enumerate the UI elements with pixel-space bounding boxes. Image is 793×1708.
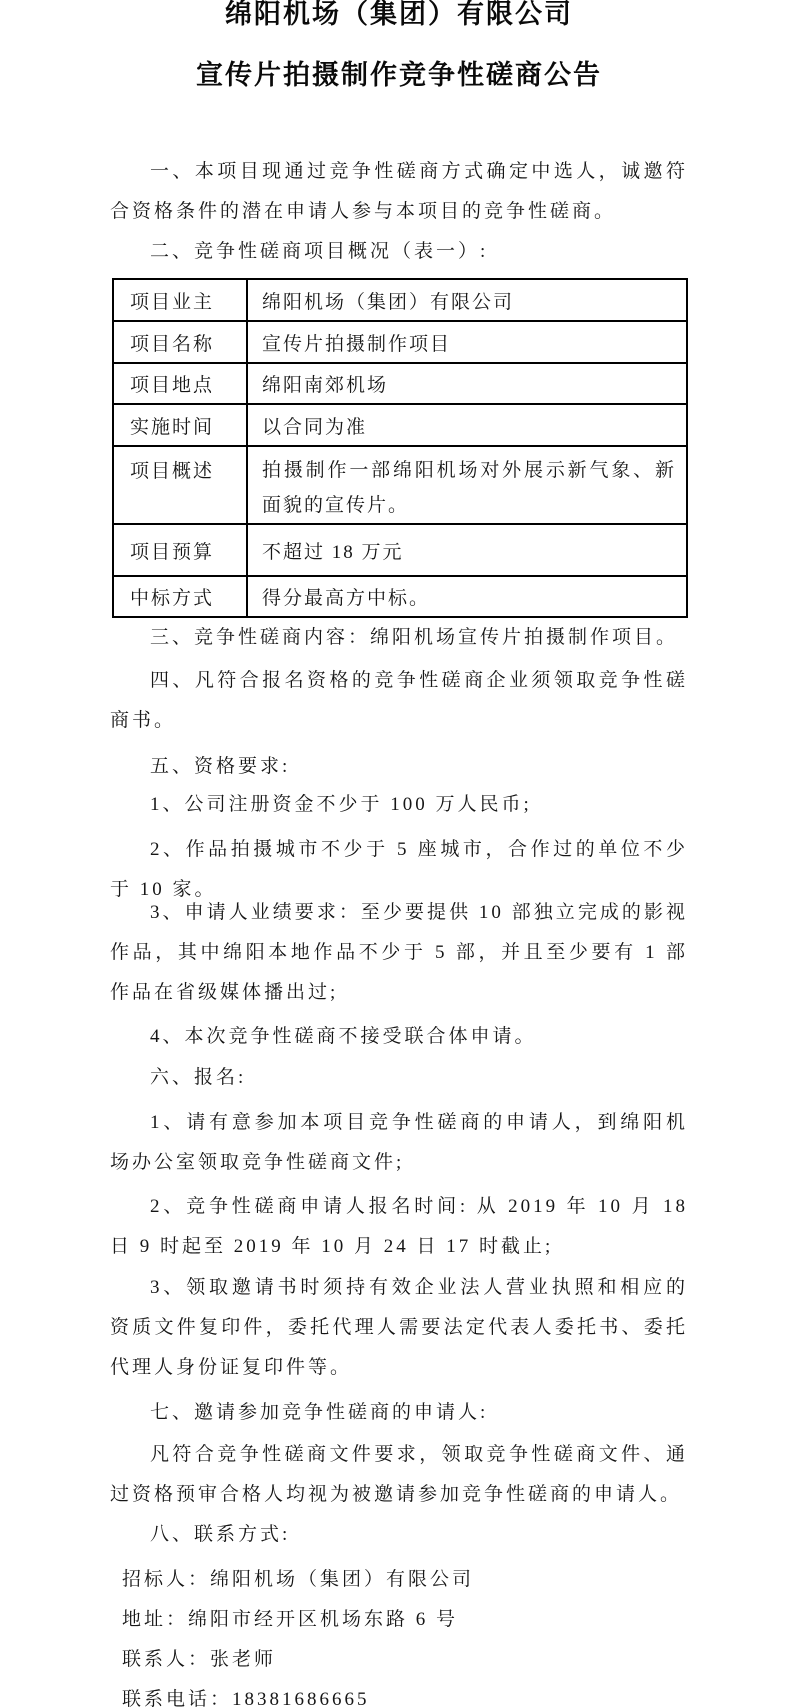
contact-person-line: 联系人：张老师 — [122, 1649, 277, 1670]
paragraph-section-7-heading: 七、邀请参加竞争性磋商的申请人: — [150, 1402, 489, 1423]
project-overview-table-body — [113, 279, 687, 617]
table-value-cell: 绵阳南郊机场 — [247, 363, 687, 404]
project-overview-table — [112, 278, 688, 618]
table-label-cell: 项目概述 — [113, 446, 247, 524]
table-row — [113, 576, 687, 617]
table-label-cell: 实施时间 — [113, 404, 247, 446]
contact-bidder-line: 招标人：绵阳机场（集团）有限公司 — [122, 1569, 475, 1590]
table-value-cell: 绵阳机场（集团）有限公司 — [247, 279, 687, 321]
qualification-item-2: 2、作品拍摄城市不少于 5 座城市，合作过的单位不少于 10 家。 — [110, 839, 688, 900]
paragraph-section-5-heading: 五、资格要求: — [150, 756, 291, 777]
table-row — [113, 524, 687, 576]
table-label-cell: 项目名称 — [113, 321, 247, 363]
table-value-cell: 以合同为准 — [247, 404, 687, 446]
registration-item-3: 3、领取邀请书时须持有效企业法人营业执照和相应的资质文件复印件，委托代理人需要法定代表人委托书、委托代理人身份证复印件等。 — [110, 1277, 688, 1378]
table-label-cell: 项目业主 — [113, 279, 247, 321]
paragraph-section-2-heading: 二、竞争性磋商项目概况（表一）: — [150, 241, 489, 262]
table-label-cell: 项目预算 — [113, 524, 247, 576]
paragraph-section-4: 四、凡符合报名资格的竞争性磋商企业须领取竞争性磋商书。 — [110, 670, 688, 731]
document-subtitle: 宣传片拍摄制作竞争性磋商公告 — [196, 60, 602, 90]
document-title: 绵阳机场（集团）有限公司 — [225, 0, 573, 29]
table-row — [113, 321, 687, 363]
table-value-cell: 拍摄制作一部绵阳机场对外展示新气象、新面貌的宣传片。 — [247, 446, 687, 524]
table-label-cell: 项目地点 — [113, 363, 247, 404]
qualification-item-1: 1、公司注册资金不少于 100 万人民币; — [150, 794, 532, 815]
table-value-cell: 不超过 18 万元 — [247, 524, 687, 576]
table-value-cell: 得分最高方中标。 — [247, 576, 687, 617]
paragraph-section-1: 一、本项目现通过竞争性磋商方式确定中选人，诚邀符合资格条件的潜在申请人参与本项目的竞争性磋商。 — [110, 161, 688, 222]
table-value-cell: 宣传片拍摄制作项目 — [247, 321, 687, 363]
registration-item-2: 2、竞争性磋商申请人报名时间: 从 2019 年 10 月 18 日 9 时起至 2019 年 10 月 24 日 17 时截止; — [110, 1196, 688, 1257]
paragraph-section-6-heading: 六、报名: — [150, 1067, 247, 1088]
qualification-item-3: 3、申请人业绩要求：至少要提供 10 部独立完成的影视作品，其中绵阳本地作品不少于 5 部，并且至少要有 1 部作品在省级媒体播出过; — [110, 902, 688, 1003]
contact-phone-line: 联系电话：18381686665 — [122, 1689, 370, 1708]
table-label-cell: 中标方式 — [113, 576, 247, 617]
table-row — [113, 279, 687, 321]
table-row — [113, 363, 687, 404]
contact-address-line: 地址：绵阳市经开区机场东路 6 号 — [122, 1609, 459, 1630]
paragraph-section-7-body: 凡符合竞争性磋商文件要求，领取竞争性磋商文件、通过资格预审合格人均视为被邀请参加竞争性磋商的申请人。 — [110, 1444, 688, 1505]
paragraph-section-8-heading: 八、联系方式: — [150, 1524, 291, 1545]
table-row — [113, 404, 687, 446]
registration-item-1: 1、请有意参加本项目竞争性磋商的申请人，到绵阳机场办公室领取竞争性磋商文件; — [110, 1112, 688, 1173]
qualification-item-4: 4、本次竞争性磋商不接受联合体申请。 — [150, 1026, 537, 1047]
table-row — [113, 446, 687, 524]
paragraph-section-3: 三、竞争性磋商内容：绵阳机场宣传片拍摄制作项目。 — [150, 627, 679, 648]
